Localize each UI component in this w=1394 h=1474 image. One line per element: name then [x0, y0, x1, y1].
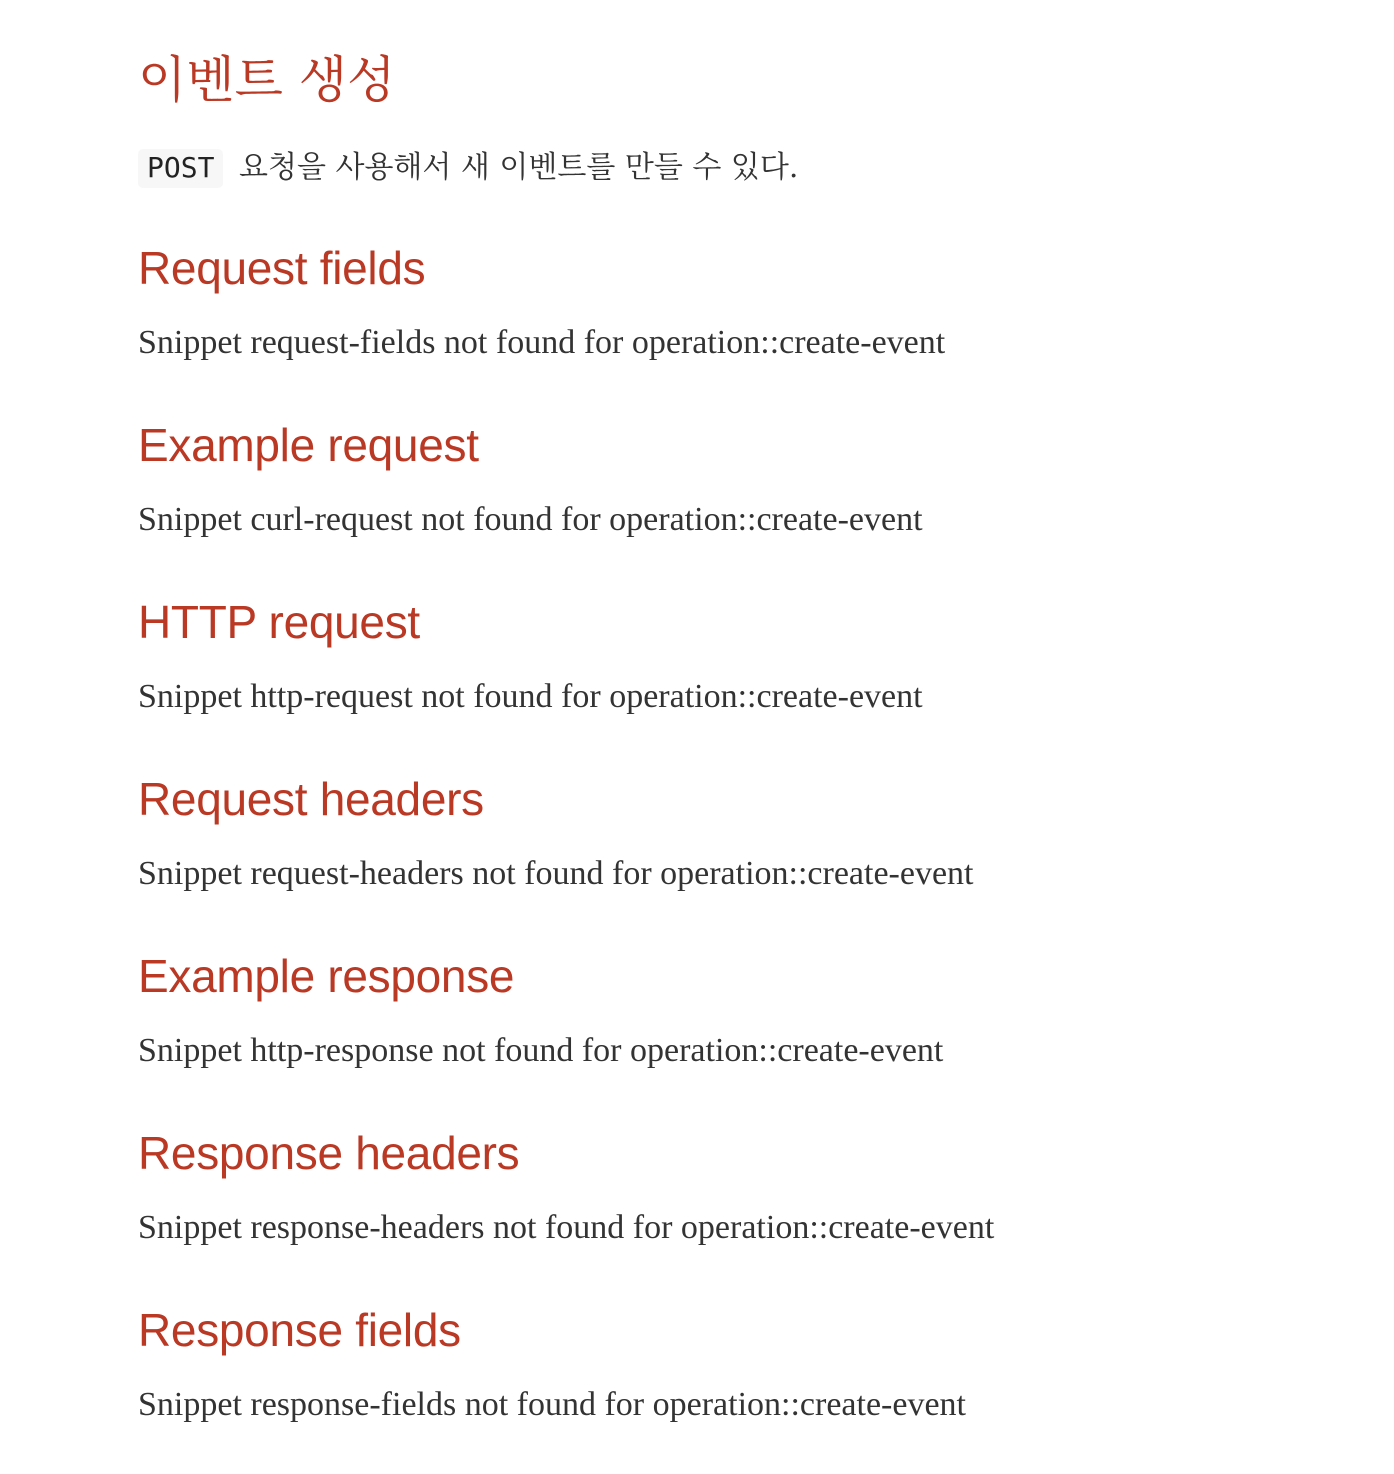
section-text: Snippet curl-request not found for operation::create-event — [138, 501, 923, 538]
section-request-fields — [138, 240, 945, 368]
section-text: Snippet http-request not found for operation::create-event — [138, 678, 923, 715]
section-heading: Example request — [138, 419, 479, 471]
section-text: Snippet http-response not found for operation::create-event — [138, 1032, 944, 1069]
section-example-response — [138, 948, 943, 1076]
section-heading: Request headers — [138, 773, 484, 825]
section-text: Snippet request-headers not found for operation::create-event — [138, 855, 974, 892]
section-heading: Response fields — [138, 1304, 461, 1356]
section-http-request — [138, 594, 923, 722]
page-title: 이벤트 생성 — [138, 51, 396, 109]
section-request-headers — [138, 771, 974, 899]
section-example-request — [138, 417, 923, 545]
section-text: Snippet request-fields not found for operation::create-event — [138, 324, 946, 361]
section-heading: Request fields — [138, 242, 426, 294]
http-method-code: POST — [138, 149, 223, 188]
section-heading: Response headers — [138, 1127, 520, 1179]
intro-paragraph — [138, 142, 798, 194]
section-response-fields — [138, 1302, 966, 1430]
section-text: Snippet response-headers not found for operation::create-event — [138, 1209, 995, 1246]
section-heading: Example response — [138, 950, 515, 1002]
intro-text: 요청을 사용해서 새 이벤트를 만들 수 있다. — [238, 150, 799, 185]
section-response-headers — [138, 1125, 994, 1253]
section-heading: HTTP request — [138, 596, 420, 648]
section-text: Snippet response-fields not found for operation::create-event — [138, 1386, 967, 1423]
